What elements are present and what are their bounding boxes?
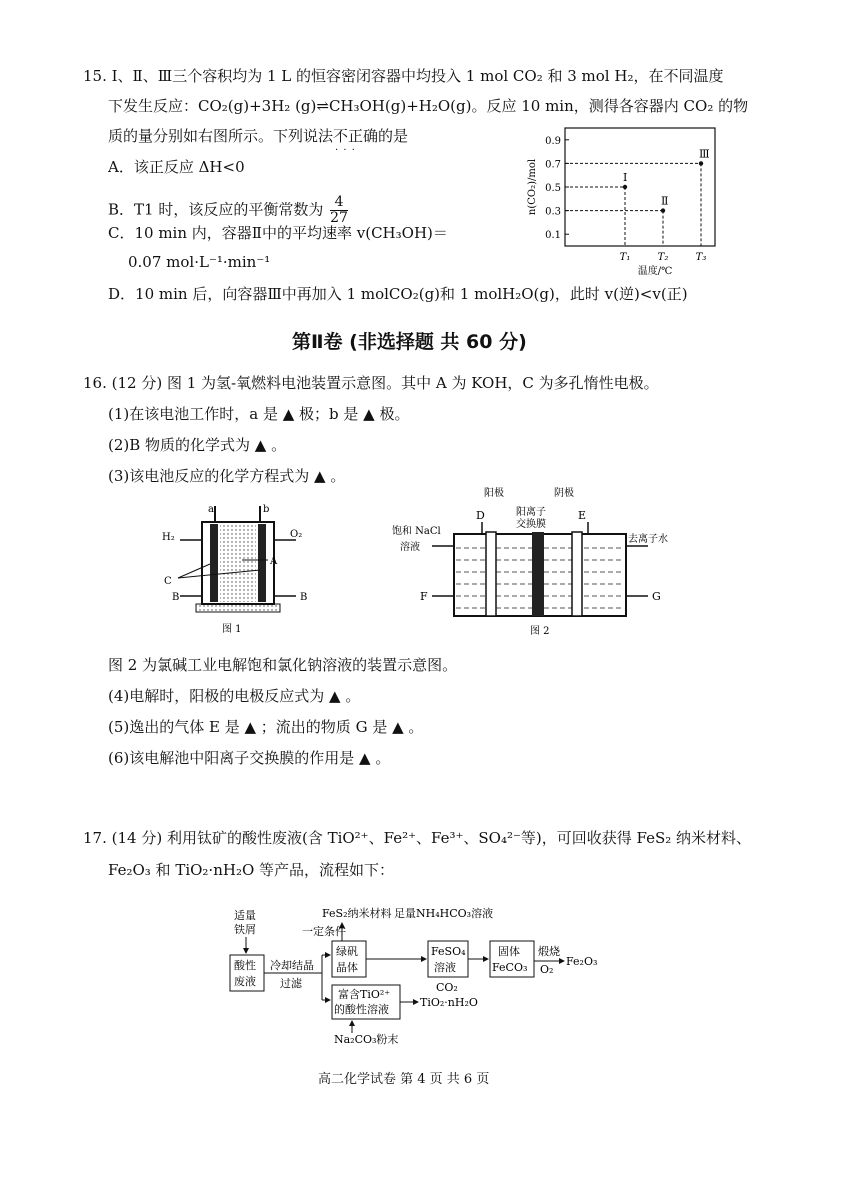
- x-axis-label: 温度/℃: [637, 266, 673, 277]
- flow-vitriol-2: 晶体: [336, 961, 358, 974]
- fig2-membrane: [532, 532, 544, 616]
- y-tick-label: 0.7: [545, 159, 561, 171]
- electrolyte-a: [220, 524, 256, 602]
- fig1-label-a: a: [208, 504, 214, 515]
- q15-line-2: 下发生反应：CO₂(g)+3H₂ (g)⇌CH₃OH(g)+H₂O(g)。反应 10 min，测得各容器内 CO₂ 的物: [108, 97, 749, 115]
- flow-co2: CO₂: [436, 981, 458, 994]
- q15-emphasis: 不正确 · · ·: [333, 127, 378, 145]
- flow-vitriol-1: 绿矾: [336, 945, 358, 958]
- y-tick-label: 0.3: [545, 206, 561, 218]
- y-tick-label: 0.1: [545, 230, 561, 242]
- flow-waste-2: 废液: [234, 975, 256, 988]
- flow-tio2: TiO₂·nH₂O: [420, 996, 478, 1009]
- fig1-label-h2: H₂: [162, 532, 175, 543]
- fraction-denominator: 27: [330, 210, 348, 226]
- fig1-label-b-right: B: [300, 592, 308, 603]
- q16-part-1: (1)在该电池工作时，a 是 ▲ 极；b 是 ▲ 极。: [108, 405, 410, 423]
- fig1-label-a-electrolyte: A: [270, 556, 278, 567]
- data-point: [699, 161, 703, 165]
- flow-nh4hco3: 足量NH₄HCO₃溶液: [394, 907, 494, 920]
- flow-iron-1: 适量: [234, 909, 256, 922]
- fig2-label-water: 去离子水: [628, 534, 668, 545]
- flow-o2: O₂: [540, 963, 554, 976]
- figure-2-electrolysis-cell: [392, 482, 692, 640]
- fig2-label-membrane-2: 交换膜: [516, 519, 546, 530]
- q16-part-6: (6)该电解池中阳离子交换膜的作用是 ▲ 。: [108, 749, 391, 767]
- y-tick-label: 0.9: [545, 135, 561, 147]
- fig2-label-cathode: 阴极: [554, 488, 574, 499]
- q15-line-3-pre: 质的量分别如右图所示。下列说法: [108, 127, 334, 145]
- q15-line-3: [108, 126, 408, 146]
- x-tick-label: T₃: [695, 252, 707, 263]
- flow-iron-2: 铁屑: [234, 923, 256, 936]
- q15-option-c-1: C．10 min 内，容器Ⅱ中的平均速率 v(CH₃OH)＝: [108, 224, 448, 242]
- page-footer: 高二化学试卷 第 4 页 共 6 页: [318, 1072, 490, 1087]
- fig2-caption: 图 2: [530, 626, 550, 637]
- point-label: Ⅱ: [661, 194, 669, 208]
- y-tick-label: 0.5: [545, 183, 561, 194]
- fig2-label-f: F: [420, 590, 428, 603]
- x-tick-label: T₂: [657, 252, 669, 263]
- q17-line-1: 17. (14 分) 利用钛矿的酸性废液(含 TiO²⁺、Fe²⁺、Fe³⁺、SO₄²⁻等)，可回收获得 FeS₂ 纳米材料、: [83, 829, 752, 847]
- fig2-label-e: E: [578, 509, 587, 522]
- x-tick-label: T₁: [619, 252, 631, 263]
- q15-option-a: A．该正反应 ΔH<0: [108, 158, 245, 176]
- fig2-label-anode: 阳极: [484, 488, 504, 499]
- q16-part-2: (2)B 物质的化学式为 ▲ 。: [108, 436, 287, 454]
- flow-na2co3: Na₂CO₃粉末: [334, 1033, 399, 1045]
- fig2-label-g: G: [652, 590, 661, 603]
- q15-option-b: [108, 195, 348, 226]
- flow-feso4-1: FeSO₄: [431, 945, 466, 958]
- q15-chart: [525, 122, 745, 282]
- fig1-label-o2: O₂: [290, 529, 303, 540]
- q16-part-3: (3)该电池反应的化学方程式为 ▲ 。: [108, 467, 346, 485]
- q15-option-c-2: 0.07 mol·L⁻¹·min⁻¹: [128, 253, 271, 271]
- fig2-label-nacl-1: 饱和 NaCl: [392, 526, 441, 537]
- electrode-right: [258, 524, 266, 602]
- q17-line-2: Fe₂O₃ 和 TiO₂·nH₂O 等产品，流程如下：: [108, 861, 395, 879]
- q15-option-b-text: B．T1 时，该反应的平衡常数为: [108, 200, 324, 219]
- flow-fes2: FeS₂纳米材料: [322, 907, 392, 920]
- q16-part-4: (4)电解时，阳极的电极反应式为 ▲ 。: [108, 687, 361, 705]
- q17-flowchart: [222, 905, 622, 1045]
- fig1-label-b: b: [263, 504, 270, 515]
- flow-fe2o3: Fe₂O₃: [566, 955, 598, 968]
- flow-tio-rich-1: 富含TiO²⁺: [338, 988, 391, 1001]
- q15-line-1: 15. Ⅰ、Ⅱ、Ⅲ三个容积均为 1 L 的恒容密闭容器中均投入 1 mol CO₂ 和 3 mol H₂，在不同温度: [83, 67, 724, 85]
- flow-waste-1: 酸性: [234, 959, 256, 972]
- flow-solid-1: 固体: [498, 945, 520, 958]
- y-axis-label: n(CO₂)/mol: [527, 158, 538, 216]
- fig2-label-d: D: [476, 509, 485, 522]
- q15-option-d: D．10 min 后，向容器Ⅲ中再加入 1 molCO₂(g)和 1 molH₂O(g)，此时 v(逆)<v(正): [108, 285, 688, 303]
- electrode-left: [210, 524, 218, 602]
- flow-condition: 一定条件: [302, 925, 346, 938]
- q15-fraction: [330, 195, 348, 226]
- data-point: [623, 185, 627, 189]
- flow-feso4-2: 溶液: [434, 961, 456, 974]
- data-point: [661, 208, 665, 212]
- figure-1-fuel-cell: [150, 500, 320, 640]
- fig1-label-c: C: [164, 576, 172, 587]
- flow-tio-rich-2: 的酸性溶液: [334, 1003, 389, 1016]
- flow-filter: 过滤: [280, 977, 302, 990]
- flow-calcine: 煅烧: [538, 945, 560, 958]
- fig1-caption: 图 1: [222, 624, 242, 635]
- flow-solid-2: FeCO₃: [492, 961, 528, 974]
- fig2-label-nacl-2: 溶液: [400, 542, 420, 553]
- section-2-title: 第Ⅱ卷 (非选择题 共 60 分): [292, 331, 527, 353]
- fig2-label-membrane-1: 阳离子: [516, 507, 546, 518]
- q15-line-3-post: 的是: [378, 127, 409, 145]
- fraction-numerator: 4: [330, 195, 348, 211]
- fig1-label-b-left: B: [172, 592, 180, 603]
- point-label: Ⅲ: [699, 147, 710, 161]
- flow-cool: 冷却结晶: [270, 959, 314, 972]
- q16-intro: 16. (12 分) 图 1 为氢-氧燃料电池装置示意图。其中 A 为 KOH，C 为多孔惰性电极。: [83, 374, 659, 392]
- q16-fig2-intro: 图 2 为氯碱工业电解饱和氯化钠溶液的装置示意图。: [108, 656, 458, 674]
- point-label: Ⅰ: [623, 171, 628, 184]
- q16-part-5: (5)逸出的气体 E 是 ▲ ；流出的物质 G 是 ▲ 。: [108, 718, 424, 736]
